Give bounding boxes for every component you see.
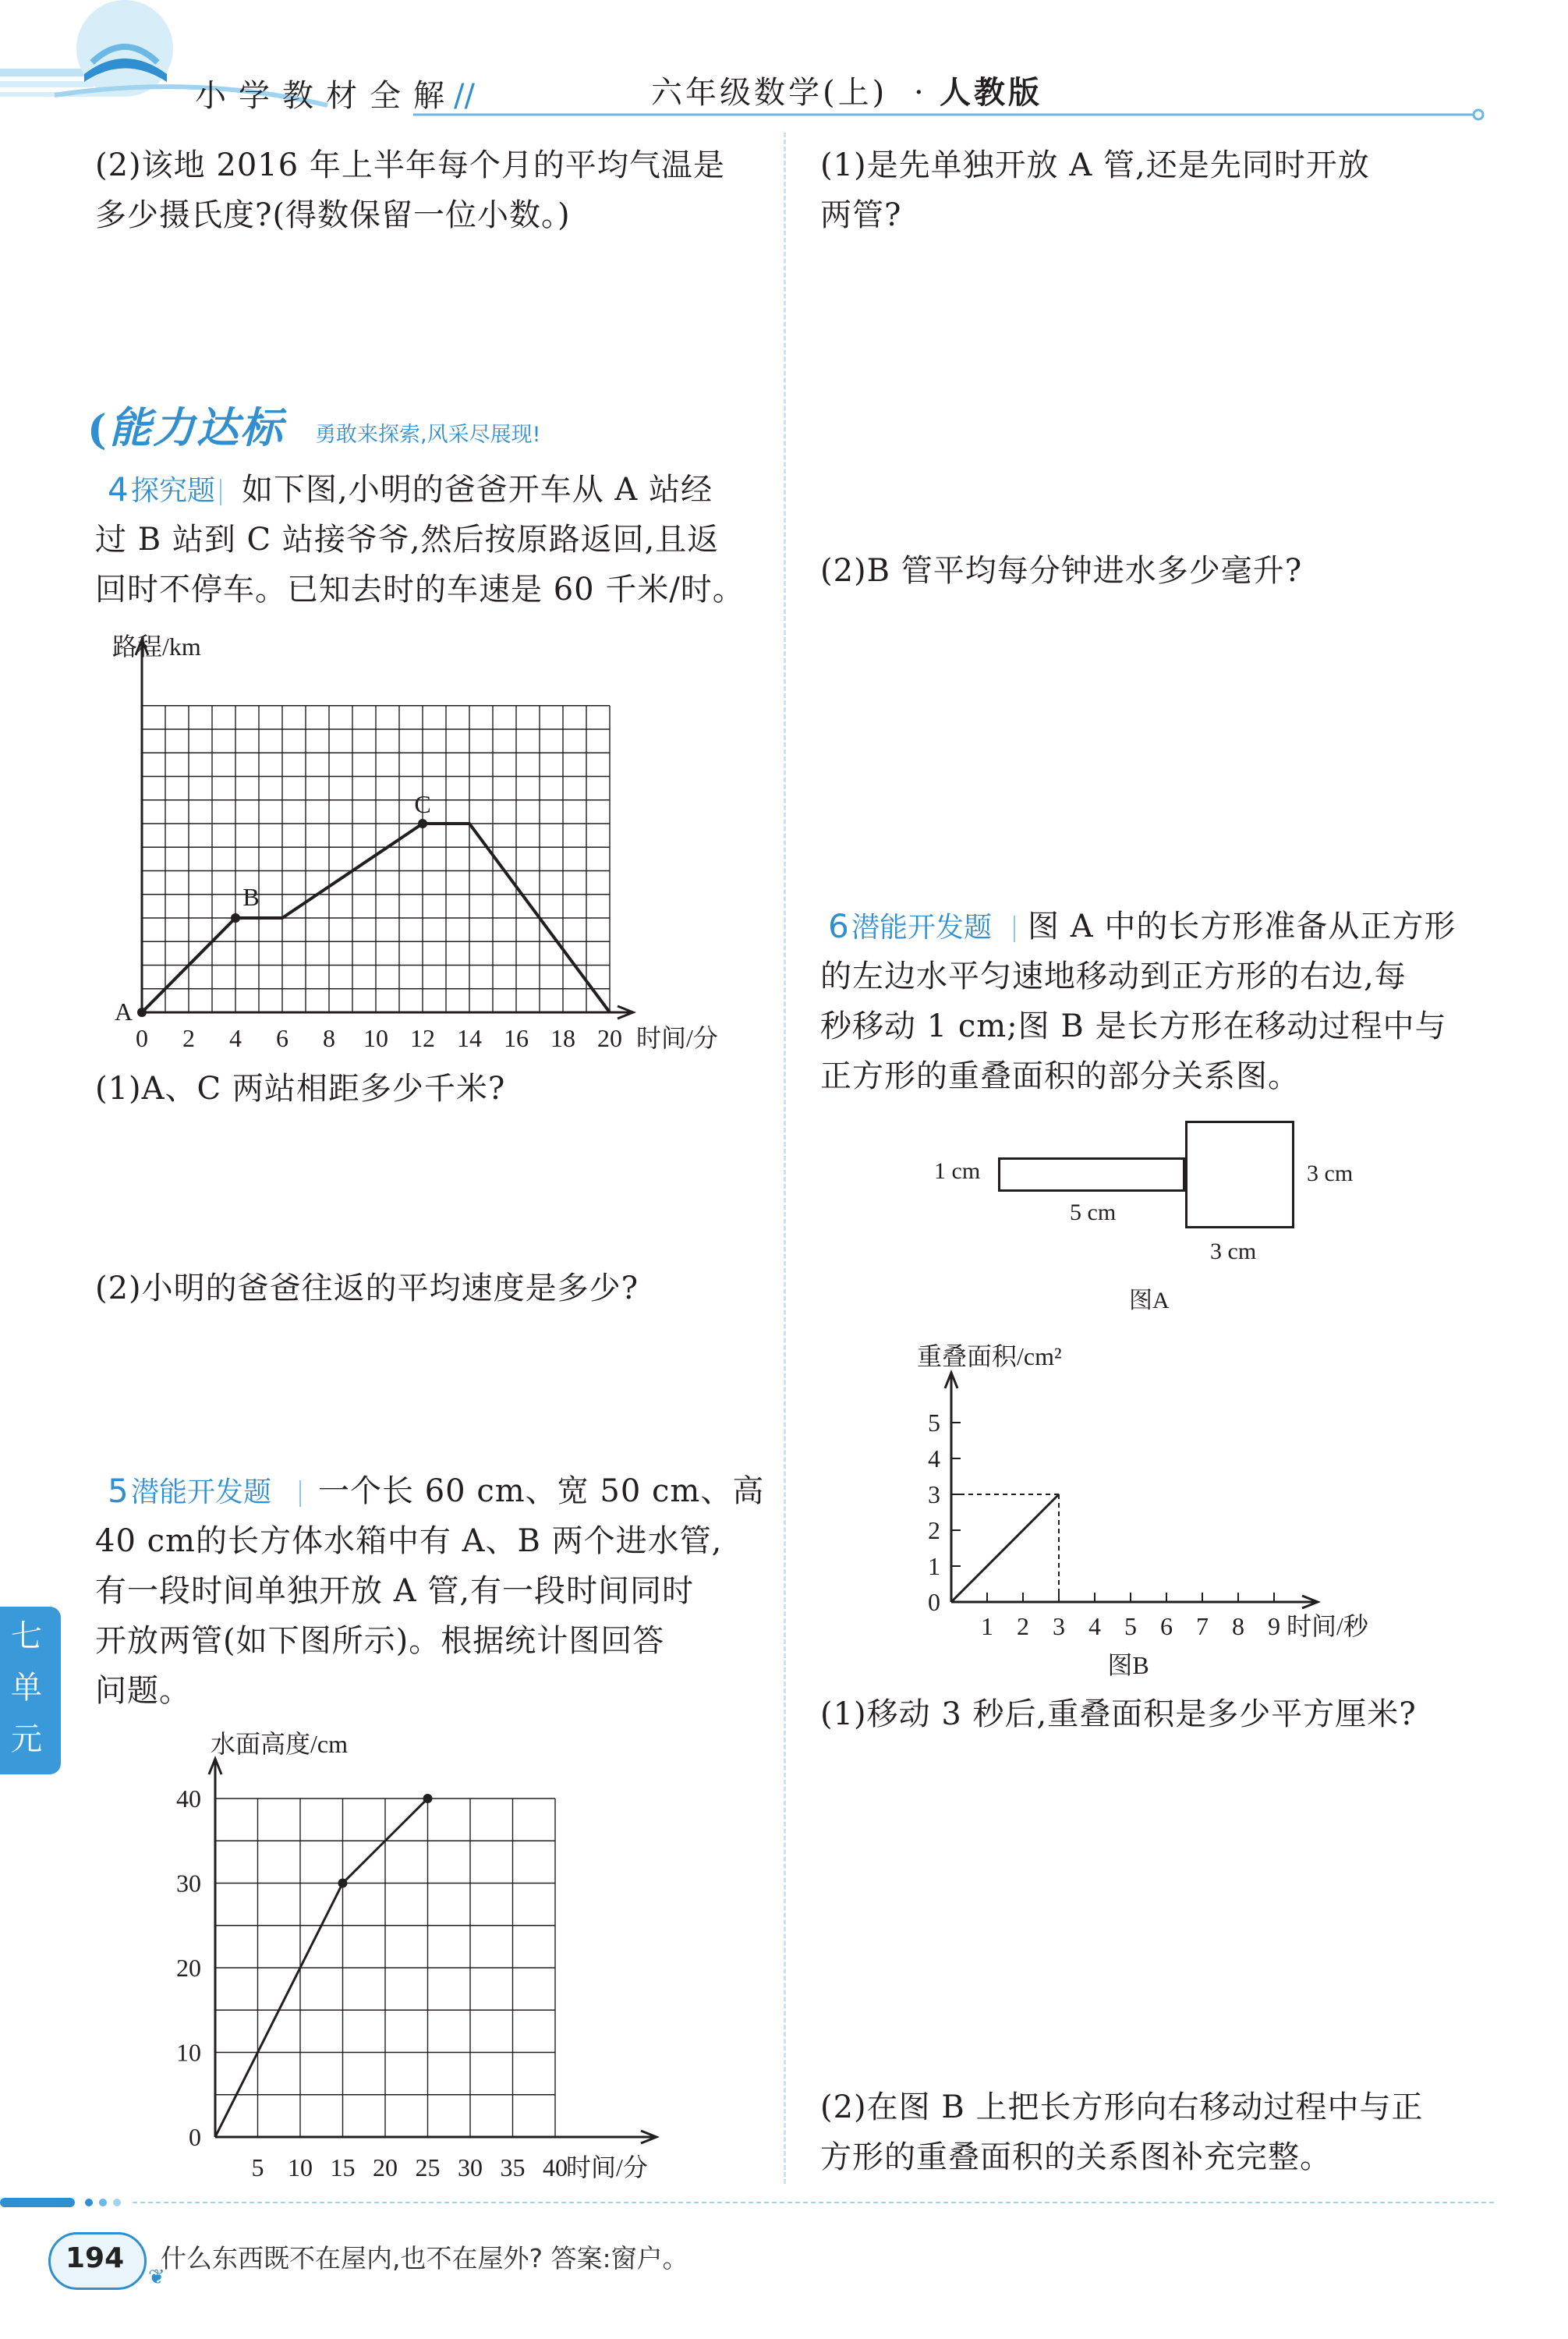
x-tick-label: 4: [229, 1024, 242, 1052]
x-tick-label: 8: [323, 1024, 335, 1052]
section-banner-arrow-icon: (: [87, 406, 107, 454]
x-tick-label: 18: [550, 1024, 575, 1052]
y-tick-label: 3: [928, 1480, 940, 1508]
y-tick-label: 5: [928, 1409, 940, 1437]
overlap-area-chart: [904, 1334, 1403, 1692]
problem-6-line2: 的左边水平匀速地移动到正方形的右边,每: [820, 959, 1407, 994]
problem-4-line1: 如下图,小明的爸爸开车从 A 站经: [242, 472, 713, 508]
problem-5-line5: 问题。: [95, 1673, 191, 1709]
problem-5-q1-line2: 两管?: [820, 197, 902, 233]
problem-number: 5: [108, 1472, 129, 1510]
x-tick-label: 7: [1196, 1612, 1209, 1640]
y-tick-label: 20: [176, 1954, 201, 1982]
point-b-marker: [231, 913, 240, 923]
problem-5-line2: 40 cm的长方体水箱中有 A、B 两个进水管,: [95, 1523, 723, 1559]
x-tick-label: 25: [415, 2153, 441, 2181]
x-tick-label: 8: [1232, 1612, 1244, 1640]
problem-6-q2-line2: 方形的重叠面积的关系图补充完整。: [820, 2139, 1332, 2175]
unit-tab-char-2: 单: [11, 1670, 43, 1706]
x-tick-label: 3: [1053, 1612, 1065, 1640]
y-tick-label: 40: [176, 1784, 201, 1813]
problem-6-line3: 秒移动 1 cm;图 B 是长方形在移动过程中与: [820, 1008, 1447, 1044]
problem-number: 4: [108, 470, 129, 509]
y-tick-label: 30: [176, 1869, 201, 1898]
p-prev-q2-line2: 多少摄氏度?(得数保留一位小数。): [95, 197, 571, 233]
problem-6-q1: (1)移动 3 秒后,重叠面积是多少平方厘米?: [820, 1696, 1417, 1732]
x-tick-label: 4: [1088, 1612, 1101, 1640]
problem-5-line1: 一个长 60 cm、宽 50 cm、高: [318, 1473, 765, 1509]
x-tick-label: 15: [330, 2153, 356, 2181]
unit-tab-char-1: 七: [11, 1618, 43, 1654]
x-tick-label: 20: [373, 2153, 398, 2181]
y-tick-label: 10: [176, 2038, 201, 2067]
x-tick-label: 16: [504, 1024, 529, 1052]
footer-rule: [0, 2192, 1568, 2223]
x-tick-label: 12: [410, 1024, 435, 1052]
point-c-marker: [418, 819, 427, 828]
y-axis-label: 路程/km: [112, 633, 201, 661]
rectangle-shape: [998, 1157, 1185, 1192]
square-side-bottom-label: 3 cm: [1210, 1239, 1257, 1264]
x-tick-label: 35: [500, 2153, 526, 2181]
tag-divider: [220, 479, 221, 505]
x-tick-label: 2: [1017, 1612, 1029, 1640]
x-tick-label: 6: [276, 1024, 288, 1052]
rect-length-label: 5 cm: [1070, 1200, 1117, 1225]
figure-a-caption: 图A: [1129, 1288, 1170, 1313]
column-divider: [784, 133, 786, 2184]
header-logo-icon: [90, 37, 159, 69]
problem-4-q1: (1)A、C 两站相距多少千米?: [95, 1071, 506, 1107]
y-tick-label: 0: [928, 1588, 940, 1616]
y-tick-label: 2: [928, 1516, 940, 1544]
point-c-label: C: [414, 790, 431, 818]
point-a-marker: [137, 1008, 147, 1017]
section-title: 能力达标: [109, 402, 284, 452]
overlap-area-line: [951, 1494, 1059, 1602]
footer-riddle: 什么东西既不在屋内,也不在屋外? 答案:窗户。: [161, 2243, 688, 2273]
problem-tag: 探究题: [131, 475, 216, 507]
point-a-label: A: [114, 998, 133, 1026]
series-title-slash: //: [454, 78, 475, 114]
problem-tag: 潜能开发题: [851, 912, 993, 944]
y-tick-label: 4: [928, 1444, 940, 1473]
problem-tag: 潜能开发题: [131, 1476, 272, 1508]
problem-6-line1: 图 A 中的长方形准备从正方形: [1028, 909, 1457, 944]
section-slogan: 勇敢来探索,风采尽展现!: [315, 423, 541, 447]
x-tick-label: 10: [288, 2153, 313, 2181]
x-tick-label: 6: [1160, 1612, 1173, 1640]
x-axis-label: 时间/秒: [1287, 1612, 1368, 1640]
x-tick-label: 10: [363, 1024, 388, 1052]
problem-4-line2: 过 B 站到 C 站接爷爷,然后按原路返回,且返: [95, 522, 720, 558]
square-shape: [1185, 1121, 1294, 1228]
page-number: 194: [65, 2242, 125, 2274]
x-tick-label: 20: [597, 1024, 622, 1052]
book-title: 六年级数学(上): [651, 75, 888, 111]
y-tick-label: 1: [928, 1552, 940, 1580]
x-tick-label: 5: [251, 2153, 264, 2181]
point-b-label: B: [242, 883, 260, 911]
x-tick-label: 40: [543, 2153, 568, 2181]
unit-tab-char-3: 元: [11, 1721, 43, 1757]
x-tick-label: 5: [1124, 1612, 1137, 1640]
problem-number: 6: [828, 907, 850, 945]
problem-5-q2: (2)B 管平均每分钟进水多少毫升?: [820, 553, 1303, 589]
problem-6-q2-line1: (2)在图 B 上把长方形向右移动过程中与正: [820, 2089, 1424, 2125]
turning-point-marker: [338, 1879, 348, 1888]
x-tick-label: 0: [136, 1024, 148, 1052]
x-tick-label: 30: [458, 2153, 483, 2181]
x-axis-label: 时间/分: [636, 1024, 718, 1052]
problem-5-line3: 有一段时间单独开放 A 管,有一段时间同时: [95, 1573, 695, 1609]
end-point-marker: [423, 1794, 433, 1803]
square-side-right-label: 3 cm: [1307, 1161, 1354, 1186]
figure-b-caption: 图B: [1107, 1651, 1149, 1679]
tag-divider: [1014, 916, 1015, 942]
problem-4-q2: (2)小明的爸爸往返的平均速度是多少?: [95, 1271, 639, 1306]
distance-time-chart: [94, 620, 764, 1057]
leaf-icon: ❦: [148, 2266, 165, 2289]
problem-5-q1-line1: (1)是先单独开放 A 管,还是先同时开放: [820, 147, 1370, 183]
tag-divider: [299, 1480, 301, 1507]
problem-4-line3: 回时不停车。已知去时的车速是 60 千米/时。: [95, 572, 745, 608]
series-title: 小学教材全解: [195, 78, 457, 114]
x-tick-label: 14: [457, 1024, 482, 1052]
y-axis-label: 水面高度/cm: [211, 1730, 348, 1758]
rect-height-label: 1 cm: [934, 1158, 981, 1184]
x-tick-label: 1: [981, 1612, 993, 1640]
p-prev-q2-line1: (2)该地 2016 年上半年每个月的平均气温是: [95, 147, 725, 183]
x-tick-label: 2: [182, 1024, 195, 1052]
y-tick-label: 0: [189, 2123, 201, 2151]
problem-5-line4: 开放两管(如下图所示)。根据统计图回答: [95, 1623, 665, 1659]
x-tick-label: 9: [1268, 1612, 1280, 1640]
edition: 人教版: [940, 74, 1042, 111]
x-axis-label: 时间/分: [566, 2153, 648, 2181]
y-axis-label: 重叠面积/cm²: [917, 1342, 1062, 1370]
problem-6-line4: 正方形的重叠面积的部分关系图。: [820, 1058, 1300, 1094]
water-level-chart: [140, 1720, 702, 2188]
header-dot: ·: [914, 75, 925, 111]
